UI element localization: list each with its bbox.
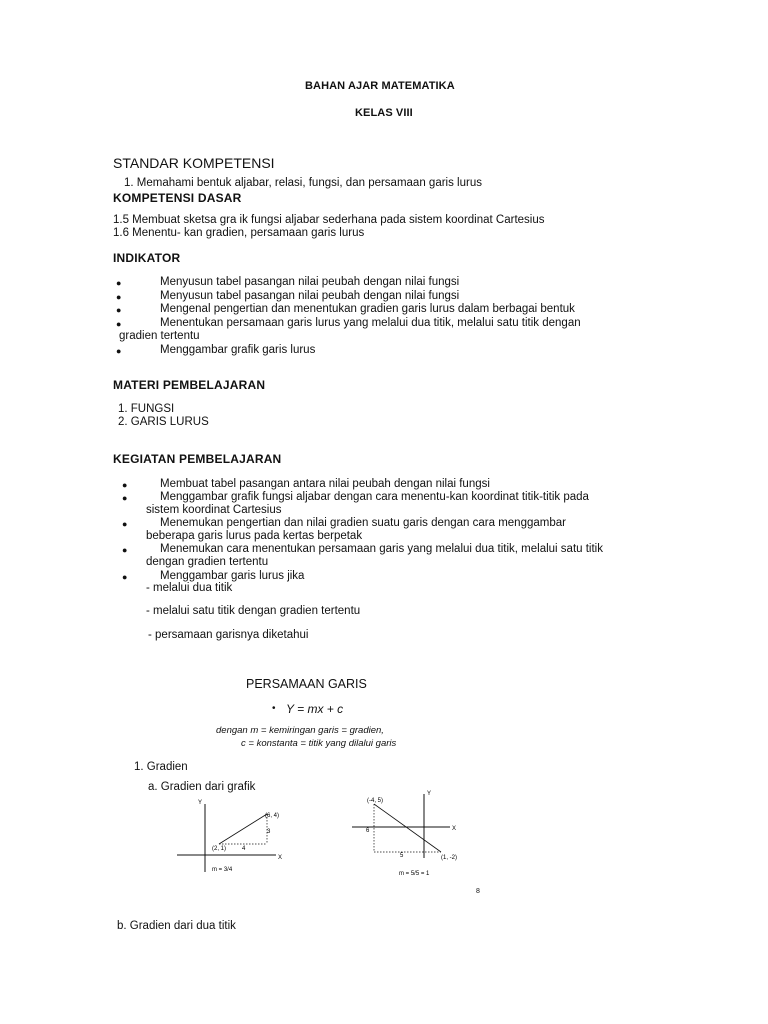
kegiatan-sub-item: - melalui dua titik — [146, 582, 233, 594]
bullet-dot: ● — [122, 493, 128, 503]
y-label: Y — [427, 791, 432, 797]
bullet-dot: ● — [116, 278, 122, 288]
point-top-label: (-4, 5) — [367, 798, 384, 804]
indikator-item-continuation: gradien tertentu — [119, 330, 200, 342]
rise-label: 6 — [366, 828, 370, 834]
kegiatan-item-continuation: sistem koordinat Cartesius — [146, 504, 282, 516]
formula-note: dengan m = kemiringan garis = gradien, — [216, 725, 384, 736]
bullet-dot: ● — [122, 572, 128, 582]
kegiatan-item: Menggambar garis lurus jika — [160, 570, 305, 582]
materi-item: 2. GARIS LURUS — [118, 416, 209, 428]
formula-bullet: • — [272, 703, 276, 714]
kegiatan-heading: KEGIATAN PEMBELAJARAN — [113, 452, 282, 466]
kegiatan-item: Menemukan cara menentukan persamaan garis yang melalui dua titik, melalui satu titik — [160, 543, 603, 555]
run-label: 5 — [400, 853, 404, 859]
bullet-dot: ● — [116, 319, 122, 329]
bullet-dot: ● — [122, 480, 128, 490]
formula-note: c = konstanta = titik yang dilalui garis — [241, 738, 397, 749]
gradient-graph-1 — [172, 796, 292, 876]
bullet-dot: ● — [116, 346, 122, 356]
gradient-graph-2 — [348, 788, 468, 880]
point-top-label: (6, 4) — [265, 813, 280, 819]
indikator-item: Menggambar grafik garis lurus — [160, 344, 316, 356]
standar-kompetensi-item: 1. Memahami bentuk aljabar, relasi, fungsi, dan persamaan garis lurus — [124, 177, 482, 189]
slope-line — [219, 814, 267, 844]
standar-kompetensi-heading: STANDAR KOMPETENSI — [113, 155, 275, 171]
indikator-item: Menentukan persamaan garis lurus yang melalui dua titik, melalui satu titik dengan — [160, 317, 581, 329]
materi-heading: MATERI PEMBELAJARAN — [113, 378, 266, 392]
kegiatan-item: Membuat tabel pasangan antara nilai peubah dengan nilai fungsi — [160, 478, 490, 490]
kegiatan-sub-item: - persamaan garisnya diketahui — [148, 629, 309, 641]
kegiatan-item-continuation: dengan gradien tertentu — [146, 556, 269, 568]
bullet-dot: ● — [116, 292, 122, 302]
kegiatan-item-continuation: beberapa garis lurus pada kertas berpetak — [146, 530, 363, 542]
class-label: KELAS VIII — [355, 107, 413, 119]
indikator-heading: INDIKATOR — [113, 251, 181, 265]
slope-line — [374, 804, 441, 852]
y-label: Y — [198, 800, 203, 806]
indikator-item: Menyusun tabel pasangan nilai peubah dengan nilai fungsi — [160, 290, 460, 302]
gradien-heading: 1. Gradien — [134, 761, 188, 773]
page-number: 8 — [476, 888, 480, 895]
kompetensi-dasar-item: 1.6 Menentu- kan gradien, persamaan garis lurus — [113, 227, 365, 239]
slope-label: m = 5/5 = 1 — [399, 871, 430, 877]
kompetensi-dasar-item: 1.5 Membuat sketsa gra ik fungsi aljabar sederhana pada sistem koordinat Cartesius — [113, 214, 545, 226]
x-label: X — [278, 855, 283, 861]
run-label: 4 — [242, 846, 246, 852]
indikator-item: Mengenal pengertian dan menentukan gradien garis lurus dalam berbagai bentuk — [160, 303, 575, 315]
document-title: BAHAN AJAR MATEMATIKA — [305, 80, 455, 92]
x-label: X — [452, 826, 457, 832]
point-bottom-label: (2, 1) — [212, 846, 227, 852]
kegiatan-item: Menemukan pengertian dan nilai gradien suatu garis dengan cara menggambar — [160, 517, 566, 529]
kegiatan-item: Menggambar grafik fungsi aljabar dengan cara menentu-kan koordinat titik-titik pada — [160, 491, 589, 503]
kompetensi-dasar-heading: KOMPETENSI DASAR — [113, 191, 242, 205]
point-bottom-label: (1, -2) — [441, 855, 458, 861]
bullet-dot: ● — [116, 305, 122, 315]
rise-label: 3 — [267, 829, 271, 835]
materi-item: 1. FUNGSI — [118, 403, 175, 415]
gradien-sub-b: b. Gradien dari dua titik — [117, 920, 236, 932]
kegiatan-sub-item: - melalui satu titik dengan gradien tertentu — [146, 605, 361, 617]
gradien-sub-a: a. Gradien dari grafik — [148, 781, 256, 793]
formula: Y = mx + c — [286, 702, 344, 716]
bullet-dot: ● — [122, 545, 128, 555]
indikator-item: Menyusun tabel pasangan nilai peubah dengan nilai fungsi — [160, 276, 460, 288]
slope-label: m = 3/4 — [212, 867, 233, 873]
bullet-dot: ● — [122, 519, 128, 529]
persamaan-heading: PERSAMAAN GARIS — [246, 677, 367, 691]
